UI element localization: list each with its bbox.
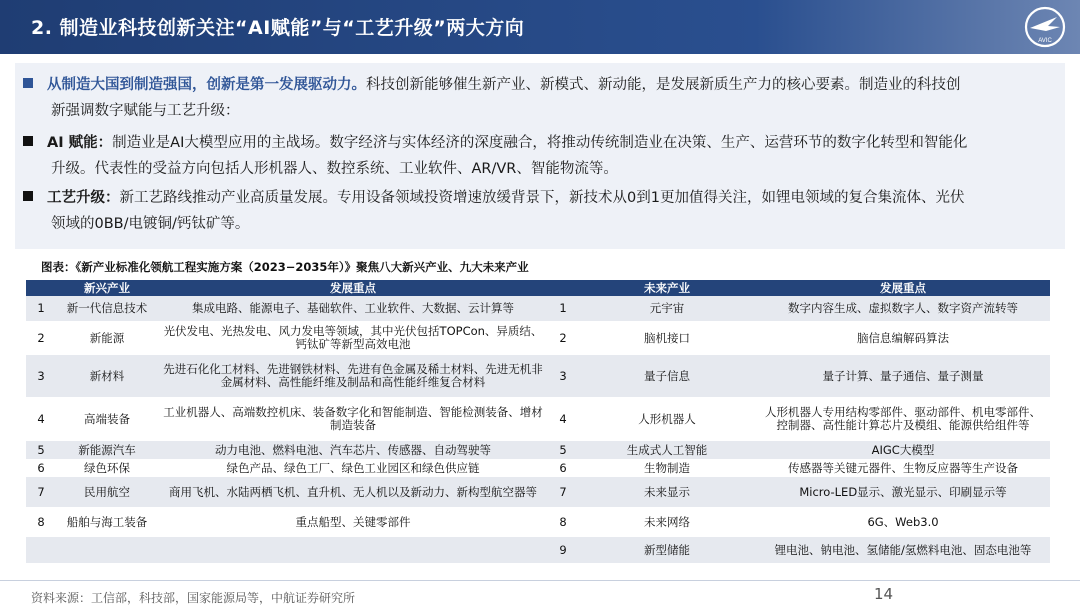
- header-emerging: 新兴产业: [56, 280, 158, 296]
- cell: 4: [548, 397, 578, 441]
- square-bullet-icon: [23, 78, 33, 88]
- cell: 脑机接口: [578, 321, 756, 355]
- header-future: 未来产业: [578, 280, 756, 296]
- cell: [26, 537, 56, 563]
- source-note: 资料来源：工信部，科技部，国家能源局等，中航证券研究所: [31, 591, 356, 605]
- cell: 脑信息编解码算法: [756, 321, 1050, 355]
- cell: 未来网络: [578, 507, 756, 537]
- header-index: [548, 280, 578, 296]
- cell: 锂电池、钠电池、氢储能/氢燃料电池、固态电池等: [756, 537, 1050, 563]
- table-row: [26, 321, 1050, 355]
- cell: 人形机器人专用结构零部件、驱动部件、机电零部件、控制器、高性能计算芯片及模组、能源供给组件等: [756, 397, 1050, 441]
- bullet-item-innovation: [23, 72, 1053, 124]
- cell: 数字内容生成、虚拟数字人、数字资产流转等: [756, 296, 1050, 321]
- cell: 4: [26, 397, 56, 441]
- header-focus: 发展重点: [158, 280, 548, 296]
- cell: 生成式人工智能: [578, 441, 756, 459]
- cell: 6G、Web3.0: [756, 507, 1050, 537]
- bullet-item-ai: [23, 130, 1053, 182]
- cell: 绿色产品、绿色工厂、绿色工业园区和绿色供应链: [158, 459, 548, 477]
- cell: Micro-LED显示、激光显示、印刷显示等: [756, 477, 1050, 507]
- header-focus: 发展重点: [756, 280, 1050, 296]
- cell: 2: [26, 321, 56, 355]
- industry-table: [26, 280, 1050, 563]
- cell: 1: [26, 296, 56, 321]
- cell: 高端装备: [56, 397, 158, 441]
- footer-divider: [0, 580, 1080, 581]
- cell: 新材料: [56, 355, 158, 397]
- cell: AIGC大模型: [756, 441, 1050, 459]
- cell: 元宇宙: [578, 296, 756, 321]
- bullet-lead: AI 赋能：: [47, 135, 113, 151]
- bullet-text-continued: 升级。代表性的受益方向包括人形机器人、数控系统、工业软件、AR/VR、智能物流等。: [51, 161, 618, 177]
- cell: 绿色环保: [56, 459, 158, 477]
- cell: 重点船型、关键零部件: [158, 507, 548, 537]
- title-bar: [0, 0, 1080, 54]
- cell: 量子信息: [578, 355, 756, 397]
- cell: 传感器等关键元器件、生物反应器等生产设备: [756, 459, 1050, 477]
- cell: 商用飞机、水陆两栖飞机、直升机、无人机以及新动力、新构型航空器等: [158, 477, 548, 507]
- cell: 5: [26, 441, 56, 459]
- cell: 2: [548, 321, 578, 355]
- square-bullet-icon: [23, 191, 33, 201]
- bullet-lead: 工艺升级：: [47, 190, 120, 206]
- bullet-text: 科技创新能够催生新产业、新模式、新动能，是发展新质生产力的核心要素。制造业的科技创: [366, 77, 961, 93]
- cell: 5: [548, 441, 578, 459]
- cell: 8: [548, 507, 578, 537]
- table-row: [26, 459, 1050, 477]
- cell: 生物制造: [578, 459, 756, 477]
- bullet-item-process: [23, 185, 1053, 237]
- cell: 量子计算、量子通信、量子测量: [756, 355, 1050, 397]
- svg-text:AVIC: AVIC: [1038, 38, 1052, 44]
- square-bullet-icon: [23, 136, 33, 146]
- table-row: [26, 355, 1050, 397]
- bullet-text-continued: 领域的0BB/电镀铜/钙钛矿等。: [51, 216, 250, 232]
- avic-logo-icon: [1024, 6, 1066, 48]
- cell: 集成电路、能源电子、基础软件、工业软件、大数据、云计算等: [158, 296, 548, 321]
- cell: 人形机器人: [578, 397, 756, 441]
- cell: 新型储能: [578, 537, 756, 563]
- cell: 7: [26, 477, 56, 507]
- table-header-row: [26, 280, 1050, 296]
- cell: 9: [548, 537, 578, 563]
- bullet-text: 制造业是AI大模型应用的主战场。数字经济与实体经济的深度融合，将推动传统制造业在决策、生产、运营环节的数字化转型和智能化: [112, 135, 968, 151]
- cell: 8: [26, 507, 56, 537]
- cell: 3: [26, 355, 56, 397]
- cell: 先进石化化工材料、先进钢铁材料、先进有色金属及稀土材料、先进无机非金属材料、高性能纤维及制品和高性能纤维复合材料: [158, 355, 548, 397]
- cell: 未来显示: [578, 477, 756, 507]
- cell: 民用航空: [56, 477, 158, 507]
- table-row: [26, 296, 1050, 321]
- cell: 工业机器人、高端数控机床、装备数字化和智能制造、智能检测装备、增材制造装备: [158, 397, 548, 441]
- bullet-text: 新工艺路线推动产业高质量发展。专用设备领域投资增速放缓背景下，新技术从0到1更加值得关注，如锂电领域的复合集流体、光伏: [119, 190, 965, 206]
- table-row: [26, 441, 1050, 459]
- bullet-text-continued: 新强调数字赋能与工艺升级：: [51, 103, 240, 119]
- cell: [56, 537, 158, 563]
- bullet-lead: 从制造大国到制造强国，创新是第一发展驱动力。: [47, 77, 366, 93]
- cell: 光伏发电、光热发电、风力发电等领域，其中光伏包括TOPCon、异质结、钙钛矿等新型高效电池: [158, 321, 548, 355]
- cell: 6: [26, 459, 56, 477]
- table-row: [26, 477, 1050, 507]
- header-index: [26, 280, 56, 296]
- cell: 新一代信息技术: [56, 296, 158, 321]
- cell: 7: [548, 477, 578, 507]
- cell: [158, 537, 548, 563]
- table-row: [26, 397, 1050, 441]
- cell: 1: [548, 296, 578, 321]
- table-row: [26, 537, 1050, 563]
- cell: 新能源: [56, 321, 158, 355]
- page-title: 2. 制造业科技创新关注“AI赋能”与“工艺升级”两大方向: [31, 17, 525, 39]
- cell: 6: [548, 459, 578, 477]
- table-row: [26, 507, 1050, 537]
- cell: 船舶与海工装备: [56, 507, 158, 537]
- table-caption: 图表：《新产业标准化领航工程实施方案（2023−2035年）》聚焦八大新兴产业、九大未来产业: [41, 260, 529, 274]
- page-number: 14: [874, 585, 894, 603]
- cell: 3: [548, 355, 578, 397]
- cell: 动力电池、燃料电池、汽车芯片、传感器、自动驾驶等: [158, 441, 548, 459]
- cell: 新能源汽车: [56, 441, 158, 459]
